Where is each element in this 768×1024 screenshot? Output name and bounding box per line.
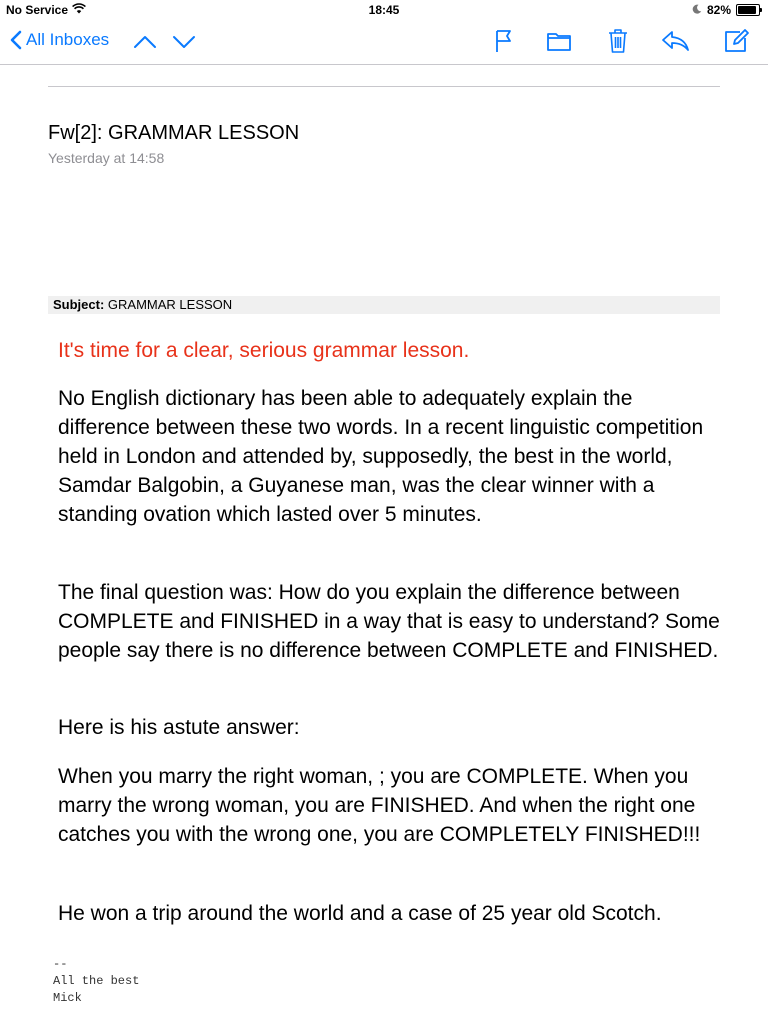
body-paragraph: When you marry the right woman, ; you are COMPLETE. When you marry the wrong woman, you are FINISHED. And when the right one catches you with the wrong one, you are COMPLETELY FINISHED!!! (58, 765, 701, 846)
reply-icon (660, 27, 690, 55)
battery-percent: 82% (706, 3, 731, 17)
back-button[interactable] (10, 30, 109, 50)
battery-icon (736, 4, 760, 16)
flag-icon (490, 27, 518, 55)
next-message-button[interactable] (172, 32, 196, 52)
navigation-bar (0, 20, 768, 65)
back-label: All Inboxes (26, 30, 110, 49)
status-right (692, 3, 760, 17)
compose-button[interactable] (722, 27, 750, 55)
subject-line (48, 296, 720, 314)
flag-button[interactable] (490, 27, 518, 55)
body-paragraph: The final question was: How do you explain the difference between COMPLETE and FINISHED in a way that is easy to understand? Some people say there is no difference between COMPLETE and FINISHED. (58, 581, 720, 662)
body-paragraph: No English dictionary has been able to adequately explain the difference between these two words. In a recent linguistic competition held in London and attended by, supposedly, the best in the world, Samdar Balgobin, a Guyanese man, was the clear winner with a standing ovation which lasted over 5 minutes. (58, 387, 704, 526)
trash-icon (604, 27, 632, 55)
moon-icon (692, 3, 702, 17)
body-paragraph: He won a trip around the world and a case of 25 year old Scotch. (58, 902, 662, 925)
subject-key: Subject: (53, 297, 105, 312)
email-title: Fw[2]: GRAMMAR LESSON (48, 122, 300, 144)
status-bar (0, 0, 768, 20)
folder-icon (545, 27, 573, 55)
trash-button[interactable] (604, 27, 632, 55)
arrow-down-icon (172, 32, 196, 52)
arrow-up-icon (133, 32, 157, 52)
move-to-folder-button[interactable] (545, 27, 573, 55)
email-date: Yesterday at 14:58 (48, 150, 165, 166)
carrier-label: No Service (6, 3, 69, 17)
reply-button[interactable] (660, 27, 688, 55)
header-divider (48, 86, 720, 87)
compose-icon (722, 27, 750, 55)
clock: 18:45 (368, 3, 400, 17)
subject-value: GRAMMAR LESSON (107, 297, 233, 312)
signature: -- All the best Mick (53, 957, 140, 1005)
body-paragraph: Here is his astute answer: (58, 716, 300, 739)
body-paragraph-intro: It's time for a clear, serious grammar lesson. (58, 339, 470, 362)
previous-message-button[interactable] (133, 32, 157, 52)
chevron-left-icon (10, 30, 22, 50)
